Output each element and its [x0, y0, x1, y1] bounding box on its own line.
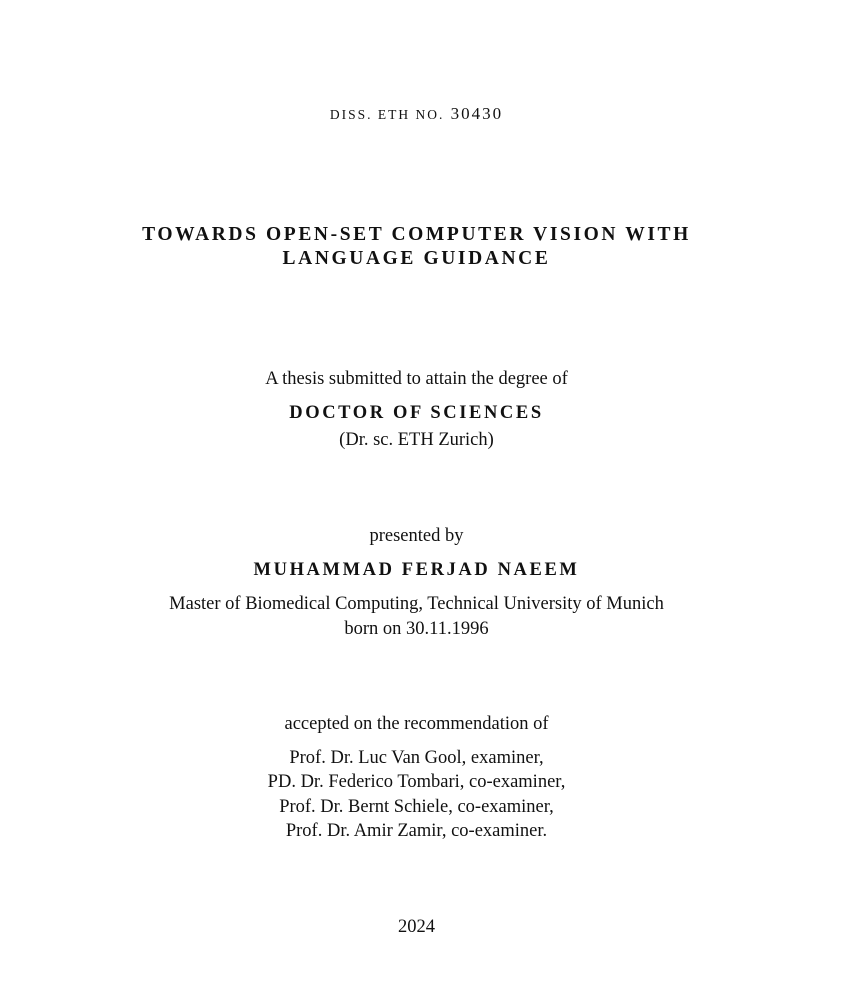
dissertation-number	[0, 104, 833, 124]
diss-label: DISS. ETH NO.	[329, 107, 445, 122]
thesis-title-line-1: TOWARDS OPEN-SET COMPUTER VISION WITH	[142, 224, 691, 245]
degree-title: DOCTOR OF SCIENCES	[289, 403, 544, 423]
presented-by-label: presented by	[369, 526, 464, 546]
accepted-statement: accepted on the recommendation of	[284, 714, 549, 734]
author-affiliation: Master of Biomedical Computing, Technical University of Munich	[169, 594, 664, 614]
publication-year: 2024	[398, 917, 435, 937]
degree-abbreviation: (Dr. sc. ETH Zurich)	[339, 430, 494, 450]
author-birthdate: born on 30.11.1996	[344, 619, 489, 639]
examiner-3: Prof. Dr. Bernt Schiele, co-examiner,	[279, 797, 554, 817]
examiner-1: Prof. Dr. Luc Van Gool, examiner,	[289, 748, 544, 768]
thesis-title-line-2: LANGUAGE GUIDANCE	[282, 248, 551, 269]
thesis-statement: A thesis submitted to attain the degree of	[265, 369, 568, 389]
author-name: MUHAMMAD FERJAD NAEEM	[253, 560, 580, 580]
diss-number: 30430	[450, 104, 504, 123]
examiner-2: PD. Dr. Federico Tombari, co-examiner,	[267, 772, 566, 792]
examiner-4: Prof. Dr. Amir Zamir, co-examiner.	[285, 821, 548, 841]
